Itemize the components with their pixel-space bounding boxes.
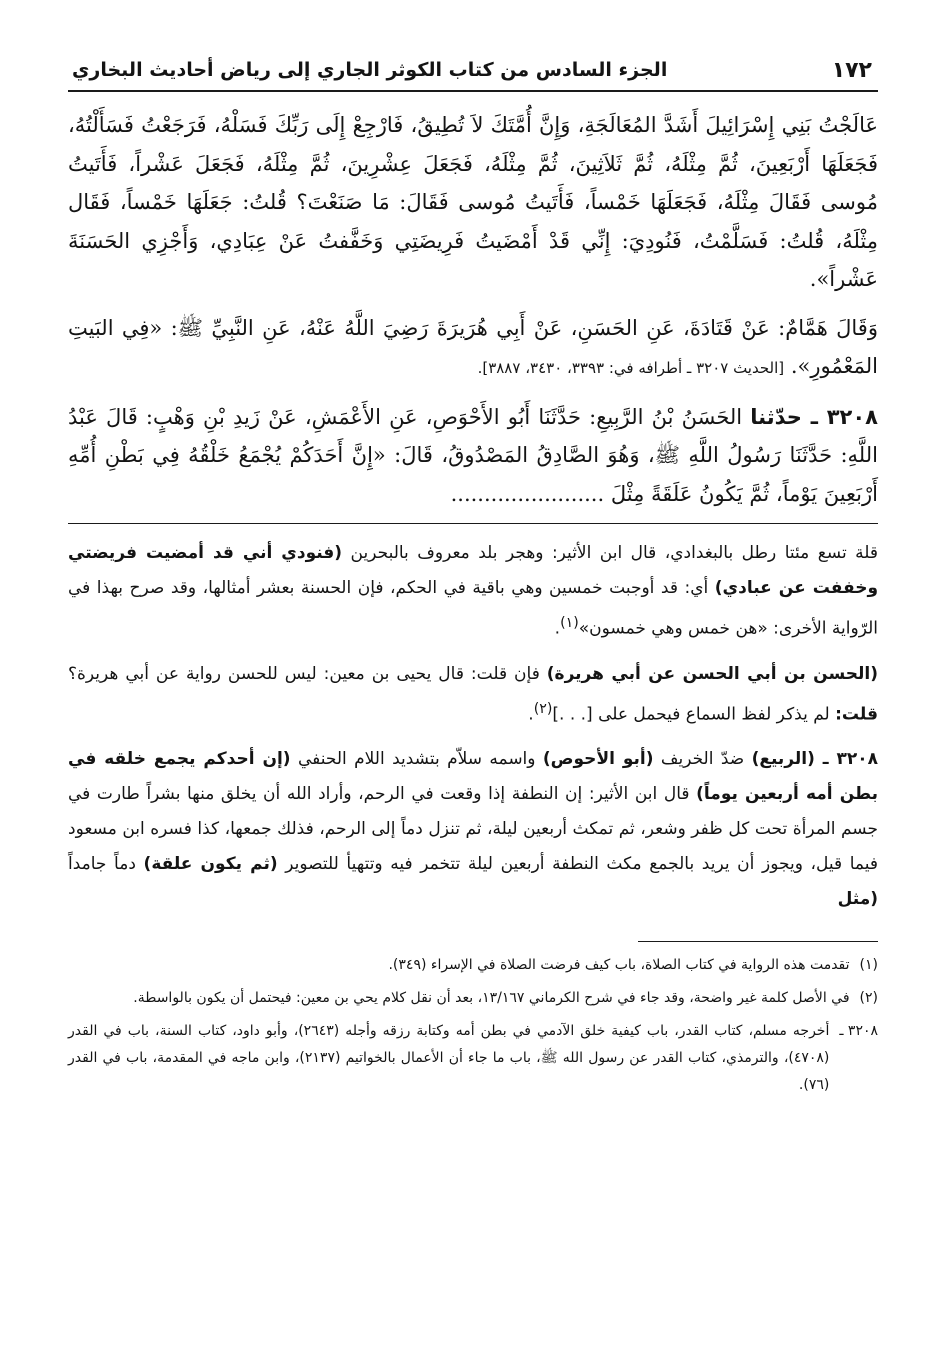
footnote-text: في الأصل كلمة غير واضحة، وقد جاء في شرح الكرماني ١٣/١٦٧، بعد أن نقل كلام يحي بن معين: فيحتمل أن يكون بالواسطة. (133, 990, 850, 1007)
hadith-paragraph-2-text: وَقَالَ هَمَّامٌ: عَنْ قَتَادَةَ، عَنِ الحَسَنِ، عَنْ أَبِي هُرَيرَةَ رَضِيَ اللَّهُ عَنْهُ، عَنِ النَّبِيِّ ﷺ: «فِي البَيتِ المَعْمُورِ». (68, 315, 878, 378)
commentary-quote: ٣٢٠٨ ـ (الربيع) (751, 749, 878, 770)
commentary-text: ضدّ الخريف (660, 749, 745, 770)
hadith-paragraph-1 (68, 106, 878, 299)
hadith-text (68, 106, 878, 513)
footnotes (68, 952, 878, 1099)
footnote-marker: (٢) (859, 990, 878, 1007)
footnote-ref[interactable]: (٢) (533, 700, 553, 717)
commentary-text: دماً جامداً (68, 854, 136, 875)
commentary-paragraph-1: قلة تسع مئتا رطل بالبغدادي، قال ابن الأثير: وهجر بلد معروف بالبحرين (فنودي أني قد أمضيت فريضتي وخففت عن عبادي) أي: قد أوجبت خمسين وهي باقية في الحكم، فإن الحسنة بعشر أمثالها، وقد صرح بهذا في الرّواية الأخرى: «هن خمس وهي خمسون»$^{(١)}$. (68, 543, 879, 639)
commentary-paragraph-3 (68, 742, 878, 917)
commentary-text: فإن قلت: قال يحيى بن معين: ليس للحسن رواية عن أبي هريرة؟ (68, 663, 540, 684)
commentary (68, 536, 878, 917)
commentary-quote: (الحسن بن أبي الحسن عن أبي هريرة) (546, 663, 878, 684)
commentary-answer-label: قلت: (835, 704, 878, 725)
footnote-item (68, 1018, 878, 1099)
commentary-quote: (ثم يكون علقة) (143, 854, 278, 875)
commentary-paragraph-2: (الحسن بن أبي الحسن عن أبي هريرة) فإن قلت: قال يحيى بن معين: ليس للحسن رواية عن أبي هريرة؟ قلت: لم يذكر لفظ السماع فيحمل على [. . .]$^{(٢)}$. (68, 663, 878, 725)
hadith-paragraph-3-text: الحَسَنُ بْنُ الرَّبِيعِ: حَدَّثَنَا أَبُو الأَحْوَصِ، عَنِ الأَعْمَشِ، عَنْ زَيدِ بْنِ وَهْبٍ: قَالَ عَبْدُ اللَّهِ: حَدَّثَنَا رَسُولُ اللَّهِ ﷺ، وَهُوَ الصَّادِقُ المَصْدُوقُ، قَالَ: «إِنَّ أَحَدَكُمْ يُجْمَعُ خَلْقُهُ فِي بَطْنِ أُمِّهِ أَرْبَعِينَ يَوْماً، ثُمَّ يَكُونُ عَلَقَةً مِثْلَ (68, 404, 878, 506)
hadith-paragraph-2 (68, 309, 878, 388)
page-number: ١٧٢ (831, 57, 872, 83)
footnote-divider (638, 941, 878, 942)
footnote-item (68, 952, 878, 979)
page-header (68, 50, 878, 92)
hadith-number-heading: ٣٢٠٨ ـ حدّثنا (750, 404, 878, 429)
continuation-dots: ....................... (450, 481, 605, 506)
commentary-quote: (أبو الأحوص) (542, 749, 654, 770)
commentary-text: أي: قد أوجبت خمسين وهي باقية في الحكم، فإن الحسنة بعشر أمثالها، وقد صرح بهذا في الرّواية الأخرى: «هن خمس وهي خمسون» (68, 578, 878, 639)
footnote-marker: ٣٢٠٨ ـ (839, 1023, 878, 1040)
commentary-quote: (فنودي أني قد أمضيت فريضتي وخففت عن عبادي) (68, 543, 879, 598)
hadith-paragraph-3 (68, 398, 878, 514)
commentary-text: واسمه سلاّم بتشديد اللام الحنفي (297, 749, 536, 770)
commentary-text: لم يذكر لفظ السماع فيحمل على [. . .] (552, 704, 830, 725)
running-title: الجزء السادس من كتاب الكوثر الجاري إلى رياض أحاديث البخاري (72, 59, 668, 81)
footnote-text: تقدمت هذه الرواية في كتاب الصلاة، باب كيف فرضت الصلاة في الإسراء (٣٤٩). (388, 957, 850, 974)
footnote-ref[interactable]: (١) (560, 615, 579, 631)
text-commentary-divider (68, 523, 878, 524)
page (68, 50, 878, 1322)
footnote-text: أخرجه مسلم، كتاب القدر، باب كيفية خلق الآدمي في بطن أمه وكتابة رزقه وأجله (٢٦٤٣)، وأبو داود، كتاب السنة، باب في القدر (٤٧٠٨)، والترمذي، كتاب القدر عن رسول الله ﷺ، باب ما جاء أن الأعمال بالخواتيم (٢١٣٧)، وابن ماجه في المقدمة، باب في القدر (٧٦). (68, 1023, 830, 1094)
commentary-quote: (إن أحدكم يجمع خلقه في بطن أمه أربعين يوماً) (68, 749, 878, 805)
hadith-cross-reference: [الحديث ٣٢٠٧ ـ أطرافه في: ٣٣٩٣، ٣٤٣٠، ٣٨٨٧]. (477, 359, 785, 377)
commentary-quote: (مثل (837, 889, 878, 910)
commentary-text: قال ابن الأثير: إن النطفة إذا وقعت في الرحم، وأراد الله أن يخلق منها بشراً طارت في جسم المرأة تحت كل ظفر وشعر، ثم تمكث أربعين ليلة، ثم تنزل دماً إلى الرحم، فذلك جمعها، كذا فسره ابن مسعود فيما قيل، ويجوز أن يريد بالجمع مكث النطفة أربعين ليلة تتخمر فيه وتتهيأ للتصوير (68, 784, 879, 875)
hadith-paragraph-1-text: عَالَجْتُ بَنِي إِسْرَائِيلَ أَشَدَّ المُعَالَجَةِ، وَإِنَّ أُمَّتَكَ لاَ تُطِيقُ، فَارْجِعْ إِلَى رَبِّكَ فَسَلْهُ، فَرَجَعْتُ فَسَأَلْتُهُ، فَجَعَلَهَا أَرْبَعِينَ، ثُمَّ مِثْلَهُ، ثُمَّ ثَلاَثِينَ، ثُمَّ مِثْلَهُ، فَجَعَلَ عِشْرِينَ، ثُمَّ مِثْلَهُ، فَجَعَلَ عَشْراً، فَأَتَيتُ مُوسى فَقَالَ مِثْلَهُ، فَجَعَلَهَا خَمْساً، فَأَتَيتُ مُوسى فَقَالَ: مَا صَنَعْتَ؟ قُلتُ: جَعَلَهَا خَمْساً، فَقَال مِثْلَهُ، قُلتُ: فَسَلَّمْتُ، فَنُودِيَ: إِنِّي قَدْ أَمْضَيتُ فَرِيضَتِي وَخَفَّفتُ عَنْ عِبَادِي، وَأَجْزِي الحَسَنَةَ عَشْراً». (68, 113, 878, 291)
commentary-text: قلة تسع مئتا رطل بالبغدادي، قال ابن الأثير: وهجر بلد معروف بالبحرين (350, 543, 879, 563)
footnote-marker: (١) (859, 957, 878, 974)
footnote-item (68, 985, 878, 1012)
